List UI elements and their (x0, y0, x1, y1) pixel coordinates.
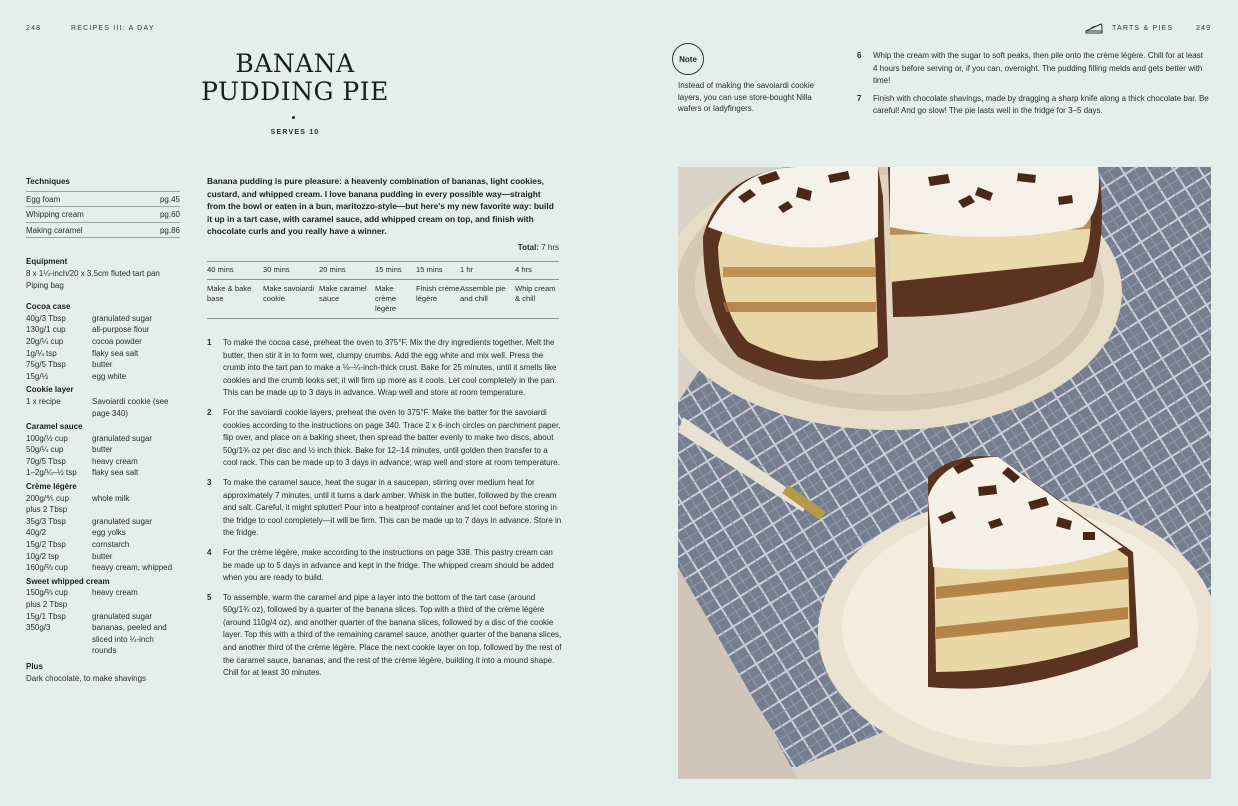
time-step-task: Make & bake base (207, 284, 252, 303)
plus-heading: Plus (26, 661, 43, 671)
time-step-task: Make savoiardi cookie (263, 284, 315, 303)
time-step-task: Whip cream & chill (515, 284, 556, 303)
time-step-duration: 1 hr (460, 265, 515, 280)
title-line-1: BANANA (235, 49, 355, 78)
ingredient-name: heavy cream (92, 588, 138, 598)
step-number: 2 (207, 407, 212, 417)
ingredient-quantity: 50g/¼ cup (26, 445, 64, 455)
method-step (857, 50, 1209, 88)
ingredients-column (26, 176, 180, 694)
method-step (207, 337, 563, 400)
ingredient-name: heavy cream (92, 456, 138, 466)
equipment-item: Piping bag (26, 280, 64, 290)
time-step-duration: 30 mins (263, 265, 319, 280)
ingredient-row (26, 539, 180, 551)
ingredient-row (26, 516, 180, 528)
time-step (460, 265, 515, 314)
technique-name: Egg foam (26, 194, 61, 204)
ingredient-quantity: 40g/2 (26, 528, 47, 538)
ingredient-quantity: 15g/½ (26, 371, 49, 381)
step-number: 5 (207, 592, 212, 602)
step-text: To assemble, warm the caramel and pipe a layer into the bottom of the tart case (around 50g/1¾ oz), followed by a quarter of the banana slices. Top with a third of the crème légère (around 110g/4 oz), and another quarter of the banana slices, followed by a disc of the cookie layer. Top this with a third of the remaining caramel sauce, another quarter of the banana slices, and another third of the crème légère. Place the next cookie layer on top, followed by the rest of the caramel sauce, bananas, and the rest of the crème légère, building it into a mound shape. Chill for at least 30 minutes. (223, 592, 562, 678)
equipment-block (26, 256, 180, 291)
ingredient-name: flaky sea salt (92, 468, 139, 478)
step-text: To make the cocoa case, preheat the oven to 375°F. Mix the dry ingredients together. Melt the butter, then stir it in to form wet, clumpy crumbs. Add the egg white and mix well. Press the crumb into the tart pan to make a ⅛–¼-inch-thick crust. Bake for 25 minutes, until it smells like cookies and the crumb looks set; it will firm up more as it cools. Let cool completely in the pan. This can be made up to 3 days in advance. Wrap well and store at room temperature. (223, 338, 557, 398)
ingredient-row (26, 456, 180, 468)
ingredient-quantity: 200g/⅘ cup (26, 493, 69, 503)
left-running-title: RECIPES III: A DAY (71, 25, 155, 32)
ingredient-quantity: plus 2 Tbsp (26, 505, 68, 515)
method-steps (207, 337, 563, 687)
ingredient-name: cornstarch (92, 540, 130, 550)
time-step-task: Finish crème légère (416, 284, 460, 303)
ingredient-row (26, 324, 180, 336)
ingredient-row (26, 371, 180, 383)
time-step (263, 265, 319, 314)
ingredient-quantity: 15g/1 Tbsp (26, 611, 66, 621)
ingredient-name (92, 599, 180, 611)
time-step (416, 265, 460, 314)
ingredient-group-heading: Cookie layer (26, 385, 74, 395)
ingredient-row (26, 622, 180, 657)
techniques-list (26, 191, 180, 239)
time-step (319, 265, 375, 314)
banana-pudding-pie-photo (678, 167, 1211, 779)
technique-row (26, 222, 180, 239)
ingredient-row (26, 587, 180, 599)
step-text: Finish with chocolate shavings, made by dragging a sharp knife along a thick chocolate bar. Be careful! And go slow! The pie lasts well in the fridge for 3–5 days. (873, 93, 1209, 116)
step-text: For the savoiardi cookie layers, preheat the oven to 375°F. Make the batter for the savoiardi cookies according to the instructions on page 340. Trace 2 x 6-inch circles on parchment paper, flip over, and place on a baking sheet, then spread the batter evenly to make two discs, about 50g/1¾ oz per disc and ½ inch thick. Bake for 12–14 minutes, until golden then transfer to a cool rack. This can be made up to 3 days in advance; wrap well and store at room temperature. (223, 407, 561, 468)
ingredient-name: cocoa powder (92, 336, 142, 346)
ingredient-row (26, 504, 180, 516)
ingredient-name: whole milk (92, 493, 130, 503)
ingredient-quantity: plus 2 Tbsp (26, 600, 68, 609)
ingredient-name: egg yolks (92, 528, 126, 538)
ingredient-quantity: 350g/3 (26, 623, 51, 633)
title-line-2: PUDDING PIE (201, 77, 389, 106)
ingredient-row (26, 467, 180, 479)
serves-label: SERVES 10 (270, 129, 320, 136)
step-number: 6 (857, 51, 862, 60)
ingredient-row (26, 599, 180, 611)
method-step (207, 547, 563, 585)
ingredient-name: flaky sea salt (92, 348, 139, 358)
plus-item: Dark chocolate, to make shavings (26, 673, 147, 683)
ingredient-group-heading: Caramel sauce (26, 422, 83, 432)
technique-name: Making caramel (26, 225, 83, 235)
ingredient-name: granulated sugar (92, 611, 153, 621)
ingredient-quantity: 40g/3 Tbsp (26, 313, 66, 323)
ingredient-quantity: 130g/1 cup (26, 325, 66, 335)
ingredient-group-heading: Crème légère (26, 482, 77, 492)
ingredient-row (26, 359, 180, 371)
ingredient-quantity: 150g/⅔ cup (26, 588, 68, 598)
ingredient-row (26, 611, 180, 623)
ingredient-row (26, 527, 180, 539)
right-page-number: 249 (1196, 25, 1212, 32)
step-number: 1 (207, 338, 212, 347)
ingredient-row (26, 348, 180, 360)
ingredient-name: egg white (92, 371, 127, 381)
ingredient-groups (26, 301, 180, 657)
technique-page-ref: pg.86 (159, 225, 180, 235)
equipment-heading: Equipment (26, 257, 68, 267)
technique-page-ref: pg.60 (159, 210, 180, 220)
technique-page-ref: pg.45 (159, 194, 180, 204)
total-time (207, 243, 559, 252)
method-step (857, 93, 1209, 118)
ingredient-quantity: 1 x recipe (26, 396, 61, 406)
step-text: For the crème légère, make according to the instructions on page 338. This pastry cream can be made up to 5 days in advance and kept in the fridge. The whipped cream should be added when you are ready to build. (223, 547, 554, 583)
ingredient-group (26, 481, 180, 574)
step-text: Whip the cream with the sugar to soft peaks, then pile onto the crème légère. Chill for at least 4 hours before serving or, if you can, overnight. The pudding filling melds and gets better with time! (873, 51, 1203, 86)
time-breakdown-table (207, 261, 559, 319)
time-step-duration: 15 mins (416, 265, 460, 280)
ingredient-name: granulated sugar (92, 433, 153, 443)
ingredient-name: butter (92, 360, 113, 370)
method-step (207, 477, 563, 540)
ingredient-name: all-purpose flour (92, 325, 150, 335)
ingredient-quantity: 1–2g/¼–½ tsp (26, 468, 77, 478)
method-steps-continued (857, 50, 1209, 123)
ingredient-quantity: 15g/2 Tbsp (26, 540, 66, 550)
time-step (515, 265, 559, 314)
plus-block (26, 661, 180, 684)
time-step-task: Make crème légère (375, 284, 397, 313)
technique-row (26, 191, 180, 207)
ingredient-row (26, 493, 180, 505)
time-step-task: Make caramel sauce (319, 284, 367, 303)
ingredient-name (92, 504, 180, 516)
total-value: 7 hrs (541, 243, 559, 252)
technique-name: Whipping cream (26, 210, 84, 220)
total-label: Total: (517, 243, 539, 252)
ingredient-quantity: 100g/½ cup (26, 433, 68, 443)
time-step-duration: 4 hrs (515, 265, 559, 280)
ingredient-name: granulated sugar (92, 313, 153, 323)
step-number: 4 (207, 547, 212, 557)
ingredient-group-heading: Cocoa case (26, 302, 71, 312)
ingredient-group (26, 576, 180, 657)
ingredient-name: butter (92, 445, 113, 455)
ingredient-name: granulated sugar (92, 516, 153, 526)
ingredient-name: butter (92, 551, 113, 561)
techniques-heading: Techniques (26, 177, 70, 186)
ingredient-row (26, 562, 180, 574)
ingredient-quantity: 35g/3 Tbsp (26, 516, 66, 526)
ingredient-row (26, 551, 180, 563)
ingredient-row (26, 444, 180, 456)
ingredient-quantity: 20g/¼ cup (26, 336, 64, 346)
ingredient-group (26, 421, 180, 479)
equipment-item: 8 x 1¼-inch/20 x 3.5cm fluted tart pan (26, 268, 160, 278)
ingredient-quantity: 1g/¼ tsp (26, 348, 57, 358)
method-step (207, 592, 563, 680)
ingredient-row (26, 433, 180, 445)
left-page-number: 248 (26, 25, 42, 32)
ingredient-group-heading: Sweet whipped cream (26, 576, 110, 586)
ingredient-name: Savoiardi cookie (see page 340) (92, 396, 169, 418)
ingredient-name: bananas, peeled and sliced into ¼-inch rounds (92, 623, 167, 656)
time-step (207, 265, 263, 314)
ingredient-quantity: 160g/⅔ cup (26, 563, 68, 573)
title-divider-dot (292, 116, 295, 119)
ingredient-quantity: 10g/2 tsp (26, 551, 59, 561)
note-badge: Note (672, 43, 704, 75)
time-step-duration: 40 mins (207, 265, 263, 280)
step-number: 7 (857, 93, 862, 103)
ingredient-row (26, 396, 180, 419)
time-step-duration: 20 mins (319, 265, 375, 280)
time-step-duration: 15 mins (375, 265, 416, 280)
ingredient-group (26, 384, 180, 419)
time-step-task: Assemble pie and chill (460, 284, 506, 303)
step-number: 3 (207, 477, 212, 487)
ingredient-row (26, 336, 180, 348)
ingredient-name: heavy cream, whipped (92, 563, 173, 573)
recipe-intro: Banana pudding is pure pleasure: a heavenly combination of bananas, light cookies, custard, and whipped cream. I love banana pudding in every possible way—straight from the bowl or eaten in a bun, maritozzo-style—but here's my new favorite way: build it up in a tart case, with caramel sauce, add whipped cream on top, and finish with chocolate curls and you really have a winner. (207, 176, 554, 237)
ingredient-quantity: 75g/5 Tbsp (26, 360, 66, 370)
note-text: Instead of making the savoiardi cookie layers, you can use store-bought Nilla wafers or ladyfingers. (678, 81, 815, 114)
pie-slice-icon (1084, 20, 1104, 39)
ingredient-group (26, 301, 180, 382)
step-text: To make the caramel sauce, heat the sugar in a saucepan, stirring over medium heat for approximately 7 minutes, until it turns a dark amber. Whisk in the butter, followed by the cream and salt. Careful, it might splutter! Pour into a heatproof container and let cool before storing in the fridge to cool completely—it will be firm. This can be made up to 7 days in advance. Store in the fridge. (223, 477, 562, 538)
page-title (190, 50, 400, 106)
method-step (207, 407, 563, 470)
right-running-title: TARTS & PIES (1112, 25, 1174, 32)
ingredient-quantity: 70g/5 Tbsp (26, 456, 66, 466)
time-step (375, 265, 416, 314)
technique-row (26, 206, 180, 222)
ingredient-row (26, 313, 180, 325)
